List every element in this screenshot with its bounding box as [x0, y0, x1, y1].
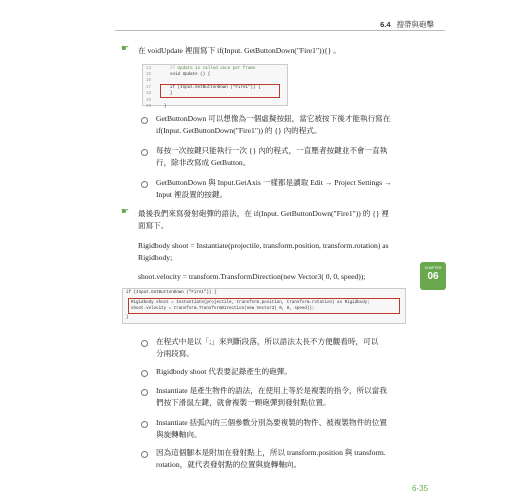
code-line: 19	[146, 99, 152, 103]
page-number: 6-35	[412, 484, 429, 493]
code-line: 15 void Update () {	[146, 73, 211, 77]
bullet-text: Instantiate 是產生物件的語法，在使用上等於是複製的指令，所以當我 們按下滑鼠左鍵，就會複製一顆砲彈到發射點位置。	[156, 386, 387, 407]
bullet-text: 因為這個腳本是附加在發射點上，所以 transform.position 與 transform. rotation，就代表發射點的位置與旋轉軸向。	[156, 448, 386, 469]
code-snippet-shoot	[122, 288, 406, 324]
chapter-number: 06	[427, 271, 439, 282]
bullet-circle-icon	[141, 181, 148, 188]
bullet-text: GetButtonDown 可以想像為一個虛擬按鈕，當它被按下後才能執行寫在 if(Input. GetButtonDown("Fire1")) 的 {} 內的程式。	[156, 114, 391, 135]
code-line: 18 }	[146, 92, 173, 96]
pointing-hand-icon: ☛	[121, 44, 130, 54]
bullet-circle-icon	[141, 421, 148, 428]
code-snippet-update	[142, 64, 288, 109]
code-line: 16	[146, 79, 152, 83]
code-line: if (Input.GetButtonDown ("Fire1")) {	[126, 291, 217, 295]
bullet-text: Instantiate 括弧內的三個參數分別為要複製的物件、被複製物件的位置 與旋轉軸向。	[156, 418, 387, 439]
bullet-text: 每按一次按鍵只能執行一次 {} 內的程式，一直壓者按鍵並不會一直執 行，除非改寫成 GetButton。	[156, 146, 388, 167]
code-highlight-box	[128, 298, 400, 314]
code-line: 20 }	[146, 105, 167, 109]
code-line: Rigidbody shoot = Instantiate(projectile, transform.position, transform.rotation) as Rigidbody;	[131, 301, 370, 305]
header-rule	[115, 30, 445, 31]
bullet-circle-icon	[141, 370, 148, 377]
bullet-circle-icon	[141, 149, 148, 156]
bullet-circle-icon	[141, 451, 148, 458]
code-highlight-box	[146, 84, 280, 98]
running-header	[380, 19, 434, 30]
chapter-label: CHAPTER	[424, 266, 442, 270]
pointing-hand-icon: ☛	[121, 207, 130, 217]
code-line: 14 // Update is called once per frame	[146, 67, 256, 71]
bullet-text: GetButtonDown 與 Input.GetAxis 一樣都是讀取 Edit → Project Settings → Input 裡設置的按鍵。	[156, 178, 392, 199]
header-section: 6.4	[380, 20, 391, 29]
header-title: 搜帶與砲擊	[396, 20, 434, 29]
bullet-circle-icon	[141, 340, 148, 347]
bullet-text: Rigidbody shoot 代表要記錄產生的砲彈。	[156, 367, 292, 376]
bullet-circle-icon	[141, 389, 148, 396]
code-line: }	[126, 316, 129, 320]
chapter-tab	[420, 262, 446, 290]
step2-text: 最後我們來寫發射砲彈的語法，在 if(Input. GetButtonDown("Fire1")) 的 {} 裡 面寫下。	[138, 209, 389, 230]
code-text-velocity: shoot.velocity = transform.TransformDirection(new Vector3( 0, 0, speed));	[138, 272, 366, 281]
code-text-paragraph: Rigidbody shoot = Instantiate(projectile, transform.position, transform.rotation) as Rigidbody;	[138, 241, 389, 262]
code-line: shoot.velocity = transform.TransformDirection(new Vector3( 0, 0, speed));	[131, 307, 315, 311]
code-line: 17 if (Input.GetButtonDown ("Fire1")) {	[146, 86, 261, 90]
bullet-circle-icon	[141, 117, 148, 124]
step1-text: 在 voidUpdate 裡面寫下 if(Input. GetButtonDown("Fire1")){} 。	[138, 46, 341, 55]
bullet-text: 在程式中是以「;」來判斷段落，所以語法太長不方便觀看時，可以 分兩段寫。	[156, 337, 379, 358]
